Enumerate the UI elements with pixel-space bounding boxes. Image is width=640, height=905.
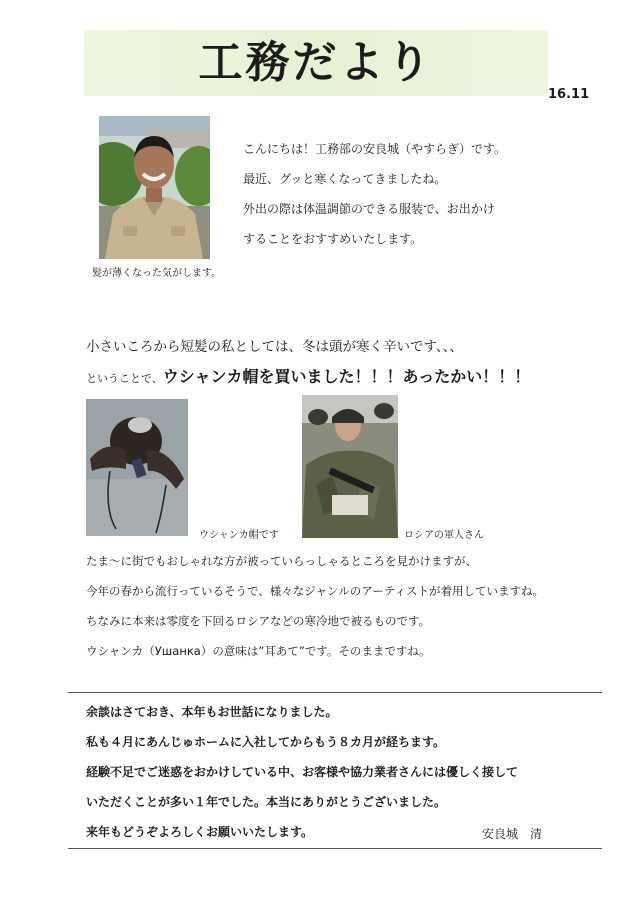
closing-line: 余談はさておき、本年もお世話になりました。 — [86, 705, 338, 719]
page-title: 工務だより — [198, 37, 434, 88]
intro-line: することをおすすめいたします。 — [243, 232, 423, 246]
body-line: ちなみに本来は零度を下回るロシアなどの寒冷地で被るものです。 — [86, 614, 431, 628]
hat-photo — [86, 399, 188, 536]
profile-caption: 髪が薄くなった気がします。 — [92, 268, 222, 279]
intro-line: 最近、グッと寒くなってきましたね。 — [243, 172, 447, 186]
signature: 安良城 清 — [482, 827, 543, 841]
soldier-photo-illustration — [302, 395, 398, 538]
headline-prefix: ということで、 — [86, 372, 163, 385]
body-line: たま〜に街でもおしゃれな方が被っていらっしゃるところを見かけますが、 — [86, 554, 477, 568]
body-text — [86, 546, 544, 666]
closing-line: 経験不足でご迷惑をおかけしている中、お客様や協力業者さんには優しく接して — [86, 765, 519, 779]
body-line: ウシャンカ（Ушанка）の意味は”耳あて”です。そのままですね。 — [86, 644, 431, 658]
profile-photo — [99, 116, 210, 259]
soldier-caption: ロシアの軍人さん — [404, 530, 484, 541]
intro-line: 外出の際は体温調節のできる服装で、お出かけ — [243, 202, 495, 216]
closing-line: 来年もどうぞよろしくお願いいたします。 — [86, 825, 314, 839]
intro-text — [243, 134, 506, 254]
body-line: 今年の春から流行っているそうで、様々なジャンルのアーティストが着用していますね。 — [86, 584, 544, 598]
hat-caption: ウシャンカ帽です — [199, 530, 279, 541]
closing-line: 私も４月にあんじゅホームに入社してからもう８カ月が経ちます。 — [86, 735, 446, 749]
headline-main: ウシャンカ帽を買いました！！！あったかい！！！ — [162, 367, 531, 386]
headline-line-2 — [86, 364, 530, 387]
profile-photo-illustration — [99, 116, 210, 259]
soldier-photo — [302, 395, 398, 538]
headline-line-1: 小さいころから短髪の私としては、冬は頭が寒く辛いです、、、 — [86, 339, 463, 355]
hat-photo-illustration — [86, 399, 188, 536]
divider-bottom — [68, 848, 602, 849]
divider-top — [68, 692, 602, 693]
closing-line: いただくことが多い１年でした。本当にありがとうございました。 — [86, 795, 447, 809]
issue-date: 16.11 — [548, 87, 590, 102]
intro-line: こんにちは！工務部の安良城（やすらぎ）です。 — [243, 142, 507, 156]
closing-text — [86, 697, 518, 847]
